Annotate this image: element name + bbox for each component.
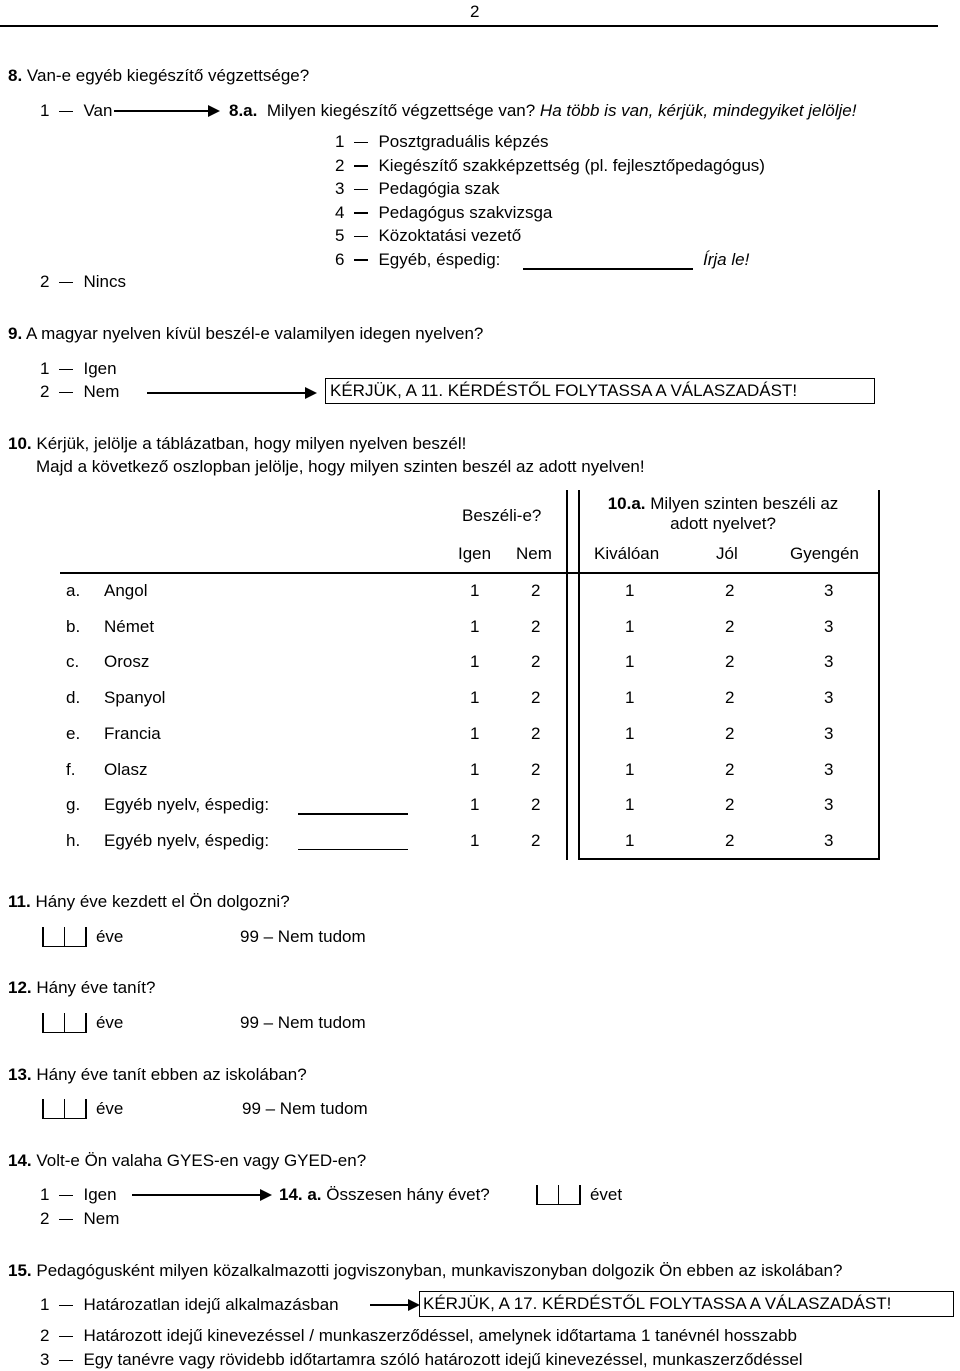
q15-option-3[interactable]: 3 Egy tanévre vagy rövidebb időtartamra szóló határozott idejű kinevezéssel, munkaszerződéssel xyxy=(40,1350,803,1369)
q10-cell-level-3[interactable]: 3 xyxy=(824,759,834,779)
q15-arrow-line xyxy=(370,1304,410,1306)
q10-cell-level-2[interactable]: 2 xyxy=(725,581,735,600)
q10-h-no: Nem xyxy=(516,544,552,563)
q10-cell-speaks-no[interactable]: 2 xyxy=(531,616,541,636)
q8a-option[interactable]: 5 Közoktatási vezető xyxy=(335,226,522,245)
q10-h-l3: Gyengén xyxy=(790,544,859,563)
q15-option-1[interactable]: 1 Határozatlan idejű alkalmazásban xyxy=(40,1295,339,1314)
q10-cell-speaks-no[interactable]: 2 xyxy=(531,652,541,672)
q10-row-letter: d. xyxy=(66,688,81,708)
q10-col-speaks: Beszéli-e? xyxy=(462,506,542,525)
q10-cell-level-3[interactable]: 3 xyxy=(824,688,834,708)
q10-cell-speaks-no[interactable]: 2 xyxy=(531,688,541,708)
q10a-col-level: 10.a. Milyen szinten beszéli az adott nyelvet? xyxy=(607,494,839,533)
q11-title: 11. Hány éve kezdett el Ön dolgozni? xyxy=(8,892,290,911)
q14-option-2[interactable]: 2 Nem xyxy=(40,1209,120,1228)
q11-dont-know[interactable]: 99 – Nem tudom xyxy=(240,927,366,946)
q10-table-bottom-rule xyxy=(578,858,880,860)
q14-option-1[interactable]: 1 Igen xyxy=(40,1185,117,1204)
q10-instruction: Majd a következő oszlopban jelölje, hogy milyen szinten beszél az adott nyelven! xyxy=(36,457,645,476)
q10-cell-level-3[interactable]: 3 xyxy=(824,616,834,636)
q10-cell-level-2[interactable]: 2 xyxy=(725,723,735,743)
q10-cell-speaks-no[interactable]: 2 xyxy=(531,795,541,815)
q10-cell-speaks-yes[interactable]: 1 xyxy=(470,830,480,850)
q10-row-letter: f. xyxy=(66,759,76,779)
q12-dont-know[interactable]: 99 – Nem tudom xyxy=(240,1013,366,1032)
q10-cell-speaks-no[interactable]: 2 xyxy=(531,830,541,850)
q10-cell-speaks-yes[interactable]: 1 xyxy=(470,759,480,779)
q10-title: 10. Kérjük, jelölje a táblázatban, hogy milyen nyelven beszél! xyxy=(8,434,467,453)
q8-arrow-icon xyxy=(208,105,220,117)
q10-h-l2: Jól xyxy=(716,544,738,563)
q14-arrow-icon xyxy=(260,1189,272,1201)
q10-cell-speaks-no[interactable]: 2 xyxy=(531,581,541,600)
q13-years-box[interactable]: éve xyxy=(42,1099,123,1119)
q10-row-letter: b. xyxy=(66,616,81,636)
q14a-years-box[interactable]: évet xyxy=(536,1185,622,1205)
q10-cell-level-2[interactable]: 2 xyxy=(725,795,735,815)
q10-cell-level-3[interactable]: 3 xyxy=(824,723,834,743)
q10-row-language: Német xyxy=(104,616,155,636)
q9-option-2[interactable]: 2 Nem xyxy=(40,382,120,401)
q10-other-language-blank[interactable] xyxy=(298,849,408,851)
q10-row-language: Egyéb nyelv, éspedig: xyxy=(104,795,270,815)
q10-cell-speaks-no[interactable]: 2 xyxy=(531,759,541,779)
q14-arrow-line xyxy=(132,1194,262,1196)
q8a-title: 8.a. Milyen kiegészítő végzettsége van? Ha több is van, kérjük, mindegyiket jelölje! xyxy=(229,101,857,120)
q10-cell-level-1[interactable]: 1 xyxy=(625,616,635,636)
q9-arrow-line xyxy=(147,392,307,394)
q8a-option[interactable]: 1 Posztgraduális képzés xyxy=(335,132,549,151)
q8-option-2[interactable]: 2 Nincs xyxy=(40,272,126,291)
q8a-option[interactable]: 4 Pedagógus szakvizsga xyxy=(335,202,553,222)
q10-row-language: Spanyol xyxy=(104,688,166,708)
q12-title: 12. Hány éve tanít? xyxy=(8,978,156,997)
q15-option-2[interactable]: 2 Határozott idejű kinevezéssel / munkaszerződéssel, amelynek időtartama 1 tanévnél hosszabb xyxy=(40,1326,797,1345)
q13-title: 13. Hány éve tanít ebben az iskolában? xyxy=(8,1065,307,1084)
q10-cell-level-2[interactable]: 2 xyxy=(725,830,735,850)
q14a-title: 14. a. Összesen hány évet? xyxy=(279,1185,490,1204)
q10-cell-level-3[interactable]: 3 xyxy=(824,830,834,850)
q8a-option[interactable]: 3 Pedagógia szak xyxy=(335,179,500,198)
q10-table-divider-right xyxy=(578,490,580,860)
q10-h-yes: Igen xyxy=(458,544,492,563)
q10-cell-level-2[interactable]: 2 xyxy=(725,759,735,779)
q11-years-box[interactable]: éve xyxy=(42,927,123,947)
q10-cell-speaks-yes[interactable]: 1 xyxy=(470,581,480,600)
q12-years-box[interactable]: éve xyxy=(42,1013,123,1033)
q10-cell-level-1[interactable]: 1 xyxy=(625,795,635,815)
q8a-option[interactable]: 2 Kiegészítő szakképzettség (pl. fejlesztőpedagógus) xyxy=(335,155,765,175)
q10-cell-level-3[interactable]: 3 xyxy=(824,795,834,815)
q10-cell-speaks-yes[interactable]: 1 xyxy=(470,723,480,743)
q10-cell-level-1[interactable]: 1 xyxy=(625,581,635,600)
q10-cell-level-1[interactable]: 1 xyxy=(625,723,635,743)
header-rule xyxy=(0,25,938,27)
q10-row-letter: a. xyxy=(66,581,81,600)
q10-row-language: Francia xyxy=(104,723,161,743)
q10-row-language: Egyéb nyelv, éspedig: xyxy=(104,830,270,850)
q10-cell-speaks-yes[interactable]: 1 xyxy=(470,616,480,636)
q14-title: 14. Volt-e Ön valaha GYES-en vagy GYED-en? xyxy=(8,1151,367,1170)
q10-row-letter: c. xyxy=(66,652,80,672)
q10-table-divider-left xyxy=(566,490,568,860)
q10-table-top-rule xyxy=(60,572,880,574)
q10-cell-level-1[interactable]: 1 xyxy=(625,652,635,672)
q15-skip-text: KÉRJÜK, A 17. KÉRDÉSTŐL FOLYTASSA A VÁLASZADÁST! xyxy=(423,1294,892,1313)
q10-cell-level-3[interactable]: 3 xyxy=(824,652,834,672)
q9-title: 9. A magyar nyelven kívül beszél-e valamilyen idegen nyelven? xyxy=(8,324,484,343)
q8-option-1[interactable]: 1 Van xyxy=(40,101,113,120)
q10-cell-level-1[interactable]: 1 xyxy=(625,759,635,779)
q10-cell-level-1[interactable]: 1 xyxy=(625,830,635,850)
q10-row-letter: h. xyxy=(66,830,81,850)
q9-skip-text: KÉRJÜK, A 11. KÉRDÉSTŐL FOLYTASSA A VÁLASZADÁST! xyxy=(330,381,798,400)
q10-other-language-blank[interactable] xyxy=(298,813,408,815)
q13-dont-know[interactable]: 99 – Nem tudom xyxy=(242,1099,368,1118)
q10-row-letter: g. xyxy=(66,795,81,815)
q8-arrow-line xyxy=(114,110,210,112)
q9-arrow-icon xyxy=(305,387,317,399)
q10-cell-speaks-yes[interactable]: 1 xyxy=(470,795,480,815)
q10-cell-level-2[interactable]: 2 xyxy=(725,652,735,672)
q10-h-l1: Kiválóan xyxy=(594,544,660,563)
q10-table-right-edge xyxy=(878,490,880,860)
q10-row-language: Angol xyxy=(104,581,148,600)
page-number: 2 xyxy=(470,2,480,21)
q10-cell-speaks-yes[interactable]: 1 xyxy=(470,652,480,672)
q10-cell-level-1[interactable]: 1 xyxy=(625,688,635,708)
q8-title: 8. Van-e egyéb kiegészítő végzettsége? xyxy=(8,66,310,85)
q8a-write-note: Írja le! xyxy=(703,250,750,269)
q8a-option[interactable]: 6 Egyéb, éspedig: xyxy=(335,249,501,269)
q15-title: 15. Pedagógusként milyen közalkalmazotti jogviszonyban, munkaviszonyban dolgozik Ön ebben az iskolában? xyxy=(8,1261,843,1280)
q10-cell-level-2[interactable]: 2 xyxy=(725,616,735,636)
q9-option-1[interactable]: 1 Igen xyxy=(40,359,117,378)
q10-row-language: Orosz xyxy=(104,652,150,672)
q10-cell-speaks-no[interactable]: 2 xyxy=(531,723,541,743)
q10-row-language: Olasz xyxy=(104,759,148,779)
q10-cell-speaks-yes[interactable]: 1 xyxy=(470,688,480,708)
q10-cell-level-3[interactable]: 3 xyxy=(824,581,834,600)
q10-row-letter: e. xyxy=(66,723,81,743)
q10-cell-level-2[interactable]: 2 xyxy=(725,688,735,708)
q8a-other-blank[interactable] xyxy=(523,268,693,270)
